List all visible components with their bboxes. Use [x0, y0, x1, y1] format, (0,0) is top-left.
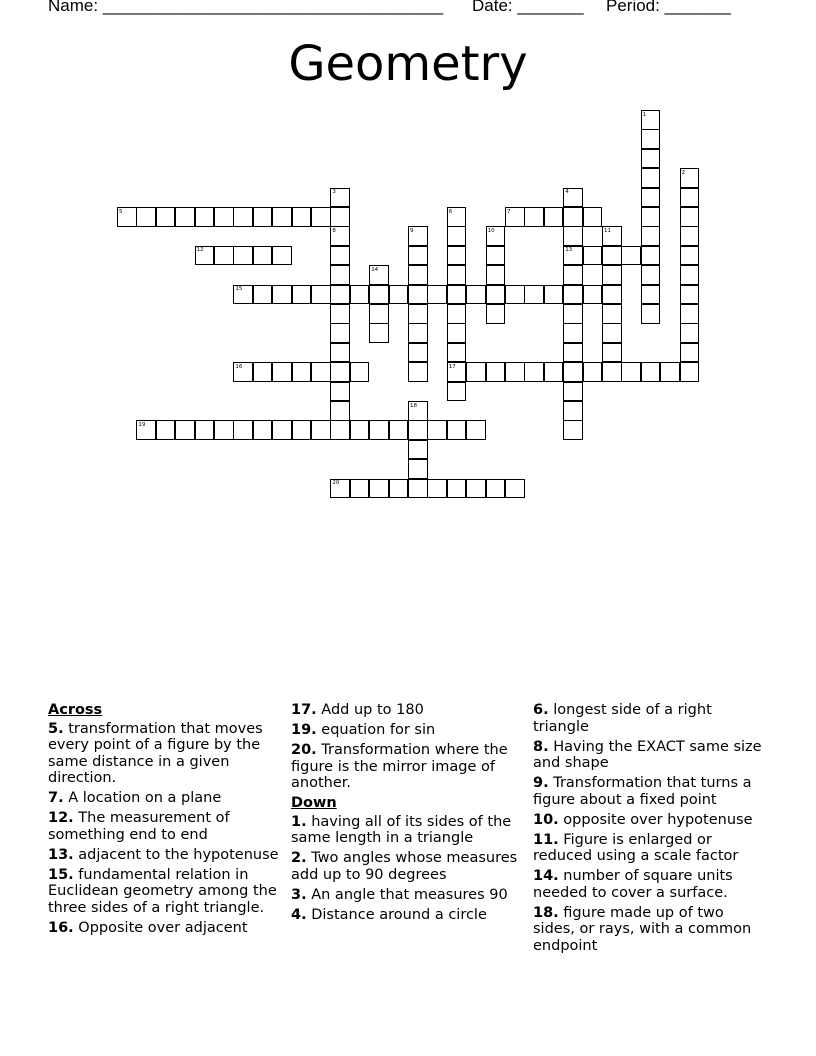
crossword-cell[interactable]	[563, 323, 583, 343]
crossword-cell[interactable]	[272, 246, 292, 266]
clue-number: 14	[371, 266, 379, 273]
crossword-cell[interactable]	[583, 285, 603, 305]
clue-number: 17	[448, 363, 456, 370]
crossword-cell[interactable]	[350, 479, 370, 499]
crossword-cell[interactable]	[563, 401, 583, 421]
clue-down-1: 1. having all of its sides of the same length in a triangle	[291, 813, 512, 846]
clue-down-4: 4. Distance around a circle	[291, 906, 487, 923]
crossword-cell[interactable]	[602, 343, 622, 363]
crossword-cell[interactable]	[544, 285, 564, 305]
crossword-cell[interactable]	[486, 285, 506, 305]
clue-number: 20	[332, 480, 340, 487]
crossword-cell[interactable]	[214, 246, 234, 266]
clue-column-2	[291, 702, 527, 927]
crossword-cell[interactable]	[447, 382, 467, 402]
crossword-cell[interactable]	[486, 362, 506, 382]
crossword-cell[interactable]	[272, 362, 292, 382]
crossword-cell[interactable]	[272, 285, 292, 305]
crossword-cell[interactable]	[641, 304, 661, 324]
crossword-cell[interactable]	[253, 246, 273, 266]
crossword-cell[interactable]	[466, 420, 486, 440]
crossword-cell[interactable]	[330, 401, 350, 421]
crossword-cell[interactable]	[330, 382, 350, 402]
crossword-cell[interactable]	[641, 188, 661, 208]
crossword-cell[interactable]	[660, 362, 680, 382]
clue-number: 5	[119, 208, 123, 215]
crossword-cell[interactable]	[369, 420, 389, 440]
clue-number: 9	[410, 227, 414, 234]
crossword-cell[interactable]	[330, 362, 350, 382]
crossword-cell[interactable]	[583, 207, 603, 227]
crossword-cell[interactable]	[680, 265, 700, 285]
crossword-cell[interactable]	[330, 207, 350, 227]
clue-number: 4	[565, 189, 569, 196]
crossword-cell[interactable]	[311, 285, 331, 305]
clue-column-1	[48, 702, 284, 940]
crossword-cell[interactable]	[214, 207, 234, 227]
crossword-cell[interactable]	[447, 246, 467, 266]
crossword-cell[interactable]	[408, 479, 428, 499]
clue-across-5: 5. transformation that moves every point of a figure by the same distance in a given direction.	[48, 720, 263, 786]
clue-across-17: 17. Add up to 180	[291, 702, 424, 718]
clue-number: 2	[681, 169, 686, 176]
clue-across-13: 13. adjacent to the hypotenuse	[48, 846, 279, 863]
crossword-cell[interactable]	[447, 265, 467, 285]
crossword-cell[interactable]	[447, 343, 467, 363]
crossword-cell[interactable]	[680, 285, 700, 305]
crossword-cell[interactable]	[272, 420, 292, 440]
crossword-cell[interactable]	[641, 207, 661, 227]
crossword-cell[interactable]	[447, 226, 467, 246]
clue-number: 8	[332, 227, 336, 234]
crossword-cell[interactable]	[680, 343, 700, 363]
crossword-cell[interactable]	[505, 362, 525, 382]
crossword-cell[interactable]	[311, 207, 331, 227]
crossword-cell[interactable]	[602, 304, 622, 324]
crossword-cell[interactable]	[233, 207, 253, 227]
crossword-cell[interactable]	[292, 207, 312, 227]
crossword-cell[interactable]	[408, 440, 428, 460]
crossword-cell[interactable]	[641, 168, 661, 188]
crossword-grid	[0, 0, 816, 520]
crossword-cell[interactable]	[408, 285, 428, 305]
crossword-cell[interactable]	[466, 285, 486, 305]
crossword-cell[interactable]	[156, 207, 176, 227]
crossword-cell[interactable]	[195, 207, 215, 227]
clue-number: 16	[235, 363, 243, 370]
clue-down-2: 2. Two angles whose measures add up to 90 degrees	[291, 850, 518, 883]
clue-number: 7	[507, 208, 511, 215]
crossword-cell[interactable]	[233, 246, 253, 266]
crossword-cell[interactable]	[641, 246, 661, 266]
crossword-cell[interactable]	[369, 304, 389, 324]
crossword-cell[interactable]	[486, 479, 506, 499]
clue-number: 6	[448, 208, 453, 215]
crossword-cell[interactable]	[195, 420, 215, 440]
clue-down-9: 9. Transformation that turns a figure about a fixed point	[533, 775, 752, 808]
crossword-cell[interactable]	[447, 285, 467, 305]
crossword-cell[interactable]	[563, 285, 583, 305]
crossword-cell[interactable]	[680, 207, 700, 227]
crossword-cell[interactable]	[621, 362, 641, 382]
crossword-cell[interactable]	[408, 304, 428, 324]
name-field[interactable]: Name: ____________________________________	[48, 0, 444, 15]
crossword-cell[interactable]	[486, 246, 506, 266]
crossword-cell[interactable]	[350, 285, 370, 305]
crossword-cell[interactable]	[447, 323, 467, 343]
crossword-cell[interactable]	[680, 323, 700, 343]
clue-across-12: 12. The measurement of something end to end	[48, 810, 230, 843]
crossword-cell[interactable]	[369, 285, 389, 305]
crossword-cell[interactable]	[330, 323, 350, 343]
crossword-cell[interactable]	[583, 246, 603, 266]
down-heading: Down	[291, 795, 337, 811]
crossword-cell[interactable]	[447, 479, 467, 499]
crossword-cell[interactable]	[156, 420, 176, 440]
crossword-cell[interactable]	[563, 362, 583, 382]
crossword-cell[interactable]	[505, 479, 525, 499]
crossword-cell[interactable]	[272, 207, 292, 227]
crossword-cell[interactable]	[563, 226, 583, 246]
crossword-cell[interactable]	[563, 265, 583, 285]
crossword-cell[interactable]	[408, 362, 428, 382]
across-heading: Across	[48, 702, 103, 718]
crossword-cell[interactable]	[408, 246, 428, 266]
crossword-cell[interactable]	[175, 420, 195, 440]
clue-across-20: 20. Transformation where the figure is the mirror image of another.	[291, 742, 508, 791]
crossword-cell[interactable]	[563, 343, 583, 363]
clue-across-16: 16. Opposite over adjacent	[48, 919, 248, 936]
crossword-cell[interactable]	[505, 285, 525, 305]
crossword-cell[interactable]	[680, 304, 700, 324]
crossword-cell[interactable]	[680, 226, 700, 246]
crossword-cell[interactable]	[602, 265, 622, 285]
crossword-cell[interactable]	[292, 420, 312, 440]
clue-down-10: 10. opposite over hypotenuse	[533, 811, 753, 828]
crossword-cell[interactable]	[408, 420, 428, 440]
crossword-cell[interactable]	[292, 362, 312, 382]
crossword-cell[interactable]	[563, 304, 583, 324]
crossword-cell[interactable]	[408, 459, 428, 479]
crossword-cell[interactable]	[350, 362, 370, 382]
clue-number: 11	[604, 227, 611, 234]
crossword-cell[interactable]	[427, 420, 447, 440]
clue-down-3: 3. An angle that measures 90	[291, 886, 508, 903]
clue-down-14: 14. number of square units needed to cover a surface.	[533, 868, 733, 901]
clue-number: 18	[410, 402, 417, 409]
crossword-cell[interactable]	[330, 285, 350, 305]
crossword-cell[interactable]	[369, 479, 389, 499]
crossword-cell[interactable]	[330, 343, 350, 363]
clue-number: 13	[565, 247, 573, 254]
crossword-cell[interactable]	[680, 188, 700, 208]
clue-down-18: 18. figure made up of two sides, or rays, with a common endpoint	[533, 904, 752, 954]
crossword-cell[interactable]	[602, 362, 622, 382]
crossword-cell[interactable]	[641, 226, 661, 246]
crossword-cell[interactable]	[408, 265, 428, 285]
crossword-cell[interactable]	[466, 362, 486, 382]
crossword-cell[interactable]	[175, 207, 195, 227]
clue-number: 12	[196, 247, 204, 254]
crossword-cell[interactable]	[641, 285, 661, 305]
clue-number: 15	[235, 286, 243, 293]
crossword-cell[interactable]	[641, 265, 661, 285]
crossword-cell[interactable]	[680, 362, 700, 382]
period-field[interactable]: Period: _______	[606, 0, 731, 15]
crossword-cell[interactable]	[602, 323, 622, 343]
crossword-cell[interactable]	[389, 479, 409, 499]
clue-down-8: 8. Having the EXACT same size and shape	[533, 738, 762, 771]
crossword-cell[interactable]	[486, 304, 506, 324]
crossword-cell[interactable]	[447, 304, 467, 324]
crossword-cell[interactable]	[389, 420, 409, 440]
crossword-cell[interactable]	[408, 343, 428, 363]
crossword-cell[interactable]	[330, 265, 350, 285]
crossword-cell[interactable]	[524, 362, 544, 382]
crossword-cell[interactable]	[641, 129, 661, 149]
crossword-cell[interactable]	[544, 362, 564, 382]
crossword-cell[interactable]	[408, 323, 428, 343]
crossword-cell[interactable]	[680, 246, 700, 266]
crossword-cell[interactable]	[563, 207, 583, 227]
page-title: Geometry	[288, 36, 528, 92]
crossword-cell[interactable]	[544, 207, 564, 227]
crossword-cell[interactable]	[602, 285, 622, 305]
clue-across-15: 15. fundamental relation in Euclidean geometry among the three sides of a right triangle.	[48, 866, 277, 916]
crossword-cell[interactable]	[641, 149, 661, 169]
crossword-cell[interactable]	[253, 420, 273, 440]
crossword-cell[interactable]	[389, 285, 409, 305]
date-field[interactable]: Date: _______	[472, 0, 584, 15]
clue-down-11: 11. Figure is enlarged or reduced using a scale factor	[533, 831, 739, 864]
crossword-cell[interactable]	[311, 420, 331, 440]
clue-across-7: 7. A location on a plane	[48, 790, 222, 806]
crossword-cell[interactable]	[563, 382, 583, 402]
clue-number: 1	[642, 111, 647, 118]
crossword-cell[interactable]	[350, 420, 370, 440]
crossword-cell[interactable]	[621, 246, 641, 266]
crossword-cell[interactable]	[602, 246, 622, 266]
crossword-cell[interactable]	[253, 285, 273, 305]
clue-number: 19	[138, 421, 146, 428]
crossword-cell[interactable]	[427, 479, 447, 499]
crossword-cell[interactable]	[253, 207, 273, 227]
crossword-cell[interactable]	[427, 285, 447, 305]
crossword-cell[interactable]	[641, 362, 661, 382]
crossword-cell[interactable]	[524, 285, 544, 305]
crossword-cell[interactable]	[524, 207, 544, 227]
crossword-cell[interactable]	[583, 362, 603, 382]
clue-down-6: 6. longest side of a right triangle	[533, 702, 712, 735]
crossword-cell[interactable]	[233, 420, 253, 440]
crossword-cell[interactable]	[311, 362, 331, 382]
crossword-cell[interactable]	[369, 323, 389, 343]
clue-across-19: 19. equation for sin	[291, 722, 436, 738]
crossword-cell[interactable]	[292, 285, 312, 305]
crossword-cell[interactable]	[330, 246, 350, 266]
crossword-cell[interactable]	[486, 265, 506, 285]
crossword-cell[interactable]	[214, 420, 234, 440]
crossword-cell[interactable]	[466, 479, 486, 499]
crossword-cell[interactable]	[330, 304, 350, 324]
crossword-cell[interactable]	[447, 420, 467, 440]
clue-number: 3	[332, 189, 336, 196]
crossword-cell[interactable]	[136, 207, 156, 227]
crossword-cell[interactable]	[253, 362, 273, 382]
crossword-cell[interactable]	[563, 420, 583, 440]
crossword-cell[interactable]	[330, 420, 350, 440]
clue-number: 10	[487, 227, 495, 234]
clue-column-3	[533, 702, 769, 958]
